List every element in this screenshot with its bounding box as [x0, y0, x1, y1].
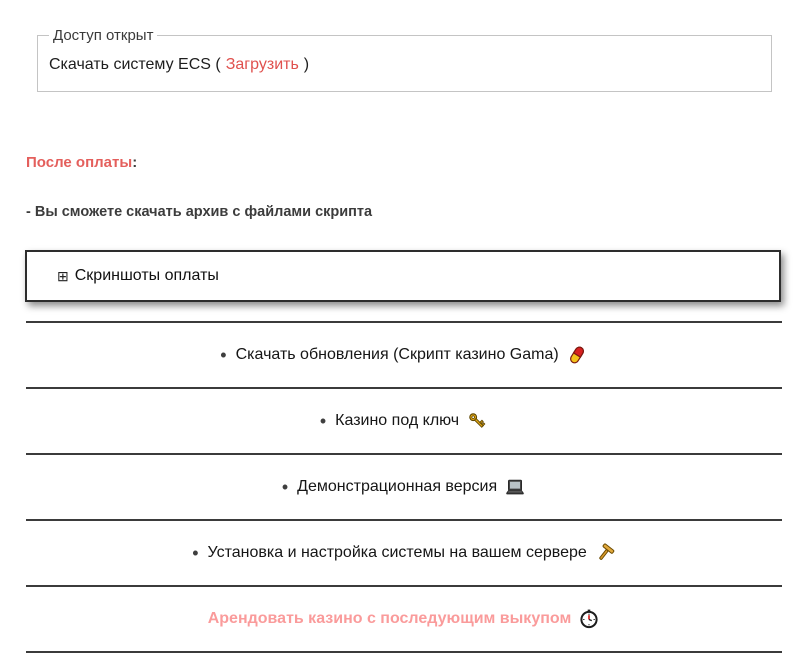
key-icon — [467, 411, 487, 431]
menu-item-label[interactable]: Демонстрационная версия — [297, 478, 498, 495]
after-payment-note: - Вы сможете скачать архив с файлами скрипта — [26, 204, 373, 220]
menu-item-rent[interactable] — [0, 587, 807, 651]
bullet: • — [281, 477, 289, 497]
menu-item-demo[interactable] — [0, 455, 807, 519]
after-payment-heading — [26, 154, 807, 171]
payment-screenshots-label: Скриншоты оплаты — [74, 267, 219, 284]
access-line — [48, 56, 761, 74]
menu-item-label[interactable]: Казино под ключ — [335, 412, 460, 429]
clock-icon — [579, 609, 599, 629]
pill-icon — [567, 345, 587, 365]
divider — [26, 651, 782, 653]
menu-item-installation[interactable] — [0, 521, 807, 585]
menu-item-label[interactable]: Установка и настройка системы на вашем сервере — [207, 544, 587, 561]
bullet: • — [192, 543, 199, 563]
menu-item-label[interactable]: Арендовать казино с последующим выкупом — [207, 610, 572, 627]
menu-item-label[interactable]: Скачать обновления (Скрипт казино Gama) — [235, 346, 559, 363]
access-text-prefix: Скачать систему ECS ( — [49, 56, 221, 73]
menu-item-updates[interactable] — [0, 323, 807, 387]
laptop-icon — [505, 477, 525, 497]
download-link[interactable]: Загрузить — [225, 56, 299, 73]
bullet: • — [319, 411, 327, 431]
access-text-suffix: ) — [303, 56, 310, 73]
hammer-icon — [595, 543, 615, 563]
expand-plus-icon[interactable]: ⊞ — [57, 267, 69, 284]
payment-screenshots-toggle[interactable] — [25, 250, 781, 302]
menu-item-turnkey[interactable] — [0, 389, 807, 453]
after-payment-colon: : — [132, 154, 138, 171]
bullet: • — [220, 345, 227, 365]
after-payment-title: После оплаты — [26, 154, 133, 171]
access-fieldset — [37, 27, 772, 92]
access-legend: Доступ открыт — [53, 27, 154, 44]
